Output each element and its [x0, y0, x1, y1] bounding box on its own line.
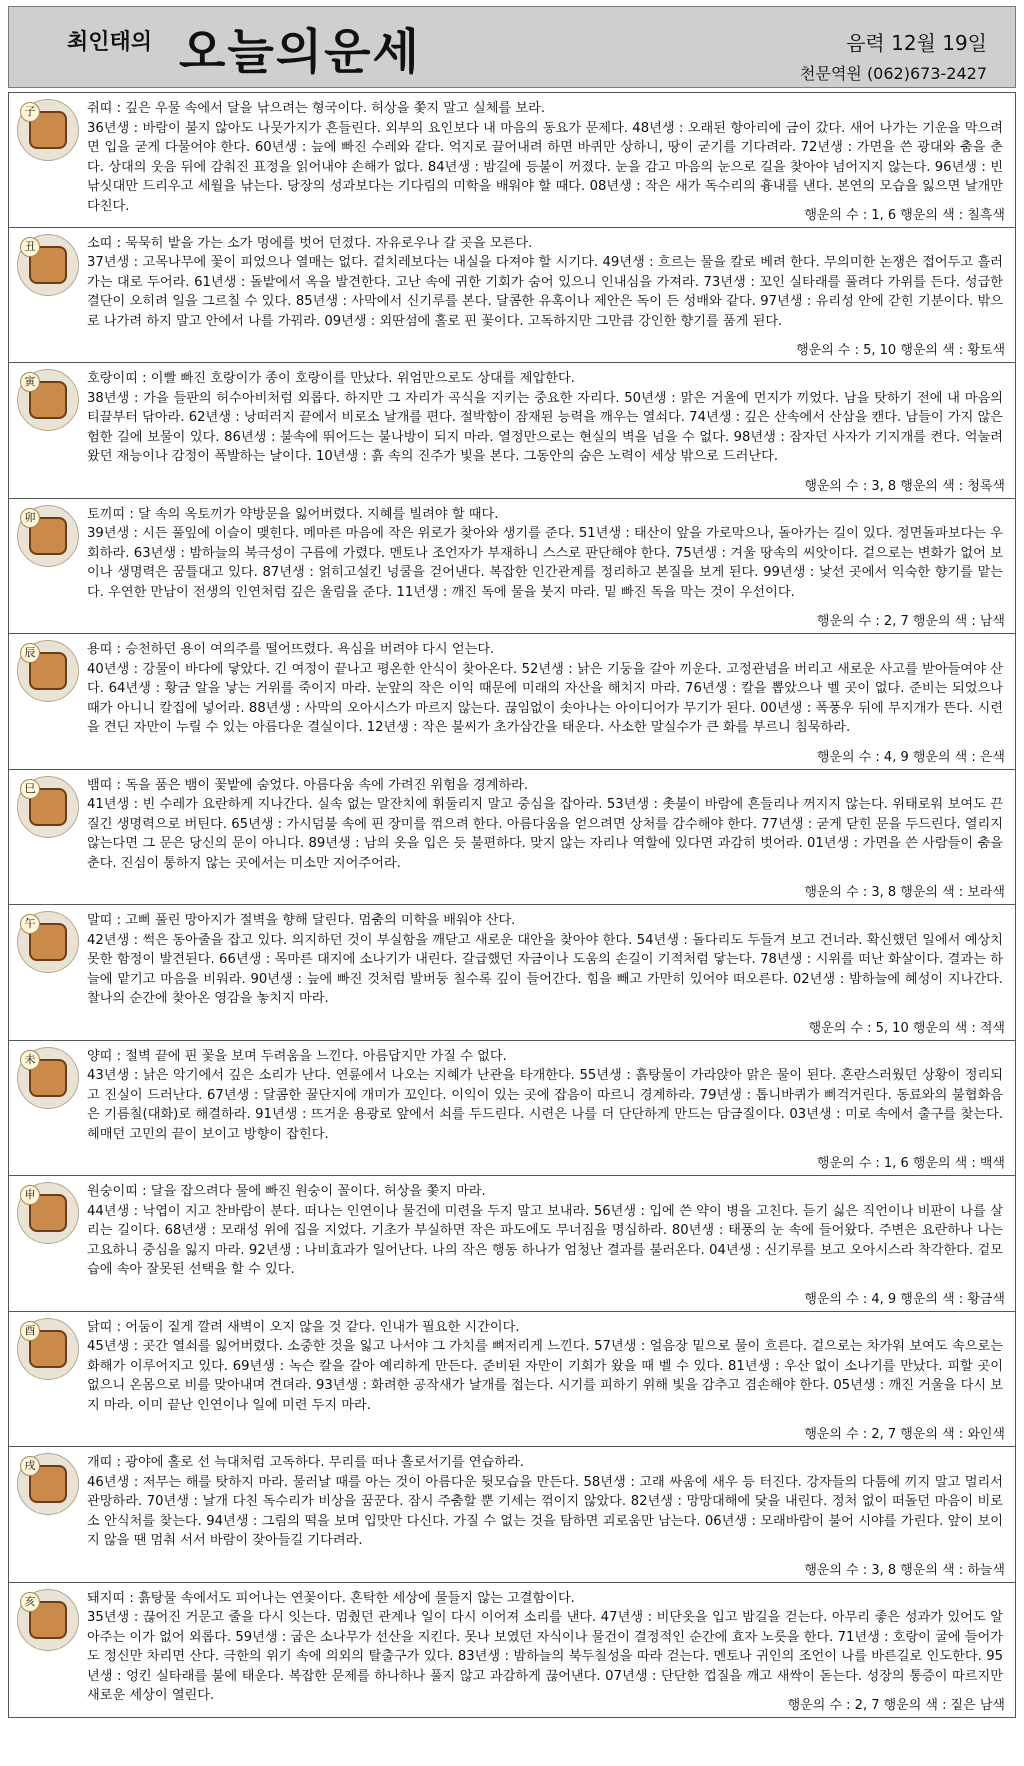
- fortune-body: 42년생 : 썩은 동아줄을 잡고 있다. 의지하던 것이 부실함을 깨닫고 새로운 대안을 찾아야 한다. 54년생 : 돌다리도 두들겨 보고 건너라. 확신했던 일에서 예상치 못한 함정이 발견된다. 66년생 : 목마른 대지에 소나기가 내린다. 갈급했던 자금이나 도움의 손길이 기적처럼 닿는다. 78년생 : 시위를 떠난 화살이다. 결과는 하늘에 맡기고 마음을 비워라. 90년생 : 늪에 빠진 것처럼 발버둥 칠수록 깊이 들어간다. 힘을 빼고 가만히 있어야 떠오른다. 02년생 : 밤하늘에 혜성이 지나간다. 찰나의 순간에 찾아온 영감을 놓치지 마라.: [87, 932, 1003, 1007]
- fortune-text: [87, 99, 1003, 217]
- author-name: 최인태의: [67, 29, 153, 55]
- zodiac-badge: 寅: [20, 372, 40, 392]
- fortune-row-tiger: [8, 363, 1016, 499]
- fortune-body: 43년생 : 낡은 악기에서 깊은 소리가 난다. 연륜에서 나오는 지혜가 난관을 타개한다. 55년생 : 흙탕물이 가라앉아 맑은 물이 된다. 혼란스러웠던 상황이 정리되고 진실이 드러난다. 67년생 : 달콤한 꿀단지에 개미가 꼬인다. 이익이 있는 곳에 잡음이 따르니 경계하라. 79년생 : 톱니바퀴가 삐걱거린다. 동료와의 불협화음은 기름칠(대화)로 해결하라. 91년생 : 뜨거운 용광로 앞에서 쇠를 두드린다. 시련은 나를 더 단단하게 만드는 담금질이다. 03년생 : 미로 속에서 출구를 찾는다. 헤매던 고민의 끝이 보이고 방향이 잡힌다.: [87, 1068, 1003, 1142]
- snake-icon: [17, 776, 79, 838]
- fortune-body: 38년생 : 가을 들판의 허수아비처럼 외롭다. 하지만 그 자리가 곡식을 지키는 중요한 자리다. 50년생 : 맑은 거울에 먼지가 끼었다. 남을 탓하기 전에 내 마음의 티끌부터 닦아라. 62년생 : 낭떠러지 끝에서 비로소 날개를 편다. 절박함이 잠재된 능력을 깨우는 열쇠다. 74년생 : 깊은 산속에서 산삼을 캔다. 남들이 가지 않은 험한 길에 보물이 있다. 86년생 : 불속에 뛰어드는 불나방이 되지 마라. 열정만으로는 현실의 벽을 넘을 수 없다. 98년생 : 잠자던 사자가 기지개를 켠다. 억눌려왔던 재능이나 감정이 폭발하는 날이다. 10년생 : 흙 속의 진주가 빛을 본다. 그동안의 숨은 노력이 세상 밖으로 드러난다.: [87, 390, 1003, 465]
- lucky-info: 행운의 수 : 5, 10 행운의 색 : 황토색: [796, 343, 1005, 358]
- fortune-body: 37년생 : 고목나무에 꽃이 피었으나 열매는 없다. 겉치레보다는 내실을 다져야 할 시기다. 49년생 : 흐르는 물을 칼로 베려 한다. 무의미한 논쟁은 접어두고 흘러가는 대로 두어라. 61년생 : 돌밭에서 옥을 발견한다. 고난 속에 귀한 기회가 숨어 있으니 인내심을 가져라. 73년생 : 꼬인 실타래를 풀려다 가위를 든다. 성급한 결단이 오히려 일을 그르칠 수 있다. 85년생 : 사막에서 신기루를 본다. 달콤한 유혹이나 제안은 독이 든 성배와 같다. 97년생 : 유리성 안에 갇힌 기분이다. 밖으로 나가려 하지 말고 안에서 나를 가꿔라. 09년생 : 외딴섬에 홀로 핀 꽃이다. 고독하지만 그만큼 강인한 향기를 품게 된다.: [87, 255, 1003, 329]
- lucky-info: 행운의 수 : 1, 6 행운의 색 : 백색: [816, 1156, 1005, 1171]
- fortune-row-rat: [8, 92, 1016, 228]
- fortune-row-sheep: [8, 1041, 1016, 1177]
- fortune-body: 36년생 : 바람이 불지 않아도 나뭇가지가 흔들린다. 외부의 요인보다 내 마음의 동요가 문제다. 48년생 : 오래된 항아리에 금이 갔다. 새어 나가는 기운을 막으려면 입을 굳게 다물어야 한다. 60년생 : 늪에 빠진 수레와 같다. 억지로 끌어내려 하면 바퀴만 상하니, 땅이 굳기를 기다려라. 72년생 : 가면을 쓴 광대와 춤을 춘다. 상대의 웃음 뒤에 감춰진 표정을 읽어내야 손해가 없다. 84년생 : 밤길에 등불이 꺼졌다. 눈을 감고 마음의 눈으로 길을 찾아야 넘어지지 않는다. 96년생 : 빈 낚싯대만 드리우고 세월을 낚는다. 당장의 성과보다는 기다림의 미학을 배워야 할 때다. 08년생 : 작은 새가 독수리의 흉내를 낸다. 본연의 모습을 잃으면 날개만 다친다.: [87, 120, 1003, 214]
- lunar-date: 음력 12월 19일: [846, 31, 987, 55]
- horse-icon: [17, 911, 79, 973]
- zodiac-badge: 子: [20, 102, 40, 122]
- zodiac-badge: 丑: [20, 237, 40, 257]
- zodiac-badge: 申: [20, 1185, 40, 1205]
- fortune-headline: 닭띠 : 어둠이 짙게 깔려 새벽이 오지 않을 것 같다. 인내가 필요한 시간이다.: [87, 1319, 520, 1335]
- fortune-list: [8, 92, 1016, 1718]
- fortune-headline: 뱀띠 : 독을 품은 뱀이 꽃밭에 숨었다. 아름다움 속에 가려진 위험을 경계하라.: [87, 777, 529, 793]
- lucky-info: 행운의 수 : 2, 7 행운의 색 : 짙은 남색: [787, 1698, 1005, 1713]
- fortune-body: 39년생 : 시든 풀잎에 이슬이 맺힌다. 메마른 마음에 작은 위로가 찾아와 생기를 준다. 51년생 : 태산이 앞을 가로막으나, 돌아가는 길이 있다. 정면돌파보다는 우회하라. 63년생 : 밤하늘의 북극성이 구름에 가렸다. 멘토나 조언자가 부재하니 스스로 판단해야 한다. 75년생 : 겨울 땅속의 씨앗이다. 겉으로는 변화가 없어 보이나 생명력은 꿈틀대고 있다. 87년생 : 얽히고설킨 넝쿨을 걷어낸다. 복잡한 인간관계를 정리하고 본질을 보게 된다. 99년생 : 낯선 곳에서 익숙한 향기를 맡는다. 우연한 만남이 전생의 인연처럼 깊은 울림을 준다. 11년생 : 깨진 독에 물을 붓지 마라. 밑 빠진 독을 막는 것이 우선이다.: [87, 526, 1003, 600]
- lucky-info: 행운의 수 : 2, 7 행운의 색 : 와인색: [804, 1427, 1005, 1442]
- zodiac-badge: 未: [20, 1050, 40, 1070]
- fortune-row-horse: [8, 905, 1016, 1041]
- fortune-body: 40년생 : 강물이 바다에 닿았다. 긴 여정이 끝나고 평온한 안식이 찾아온다. 52년생 : 낡은 기둥을 갈아 끼운다. 고정관념을 버리고 새로운 사고를 받아들여야 산다. 64년생 : 황금 알을 낳는 거위를 죽이지 마라. 눈앞의 작은 이익 때문에 미래의 자산을 해치지 마라. 76년생 : 칼을 뽑았으나 벨 곳이 없다. 준비는 되었으나 때가 아니니 칼집에 넣어라. 88년생 : 사막의 오아시스가 마르지 않는다. 끊임없이 솟아나는 아이디어가 무기가 된다. 00년생 : 폭풍우 뒤에 무지개가 뜬다. 시련을 견딘 자만이 누릴 수 있는 아름다운 결실이다. 12년생 : 작은 불씨가 초가삼간을 태운다. 사소한 말실수가 큰 화를 부르니 침묵하라.: [87, 661, 1003, 736]
- zodiac-badge: 戌: [20, 1456, 40, 1476]
- zodiac-badge: 酉: [20, 1321, 40, 1341]
- page-title: 오늘의운세: [179, 24, 421, 80]
- fortune-row-pig: [8, 1583, 1016, 1719]
- fortune-text: [87, 776, 1003, 874]
- fortune-headline: 원숭이띠 : 달을 잡으려다 물에 빠진 원숭이 꼴이다. 허상을 쫓지 마라.: [87, 1184, 486, 1199]
- fortune-headline: 돼지띠 : 흙탕물 속에서도 피어나는 연꽃이다. 혼탁한 세상에 물들지 않는 고결함이다.: [87, 1590, 575, 1606]
- fortune-row-monkey: [8, 1176, 1016, 1312]
- fortune-headline: 쥐띠 : 깊은 우물 속에서 달을 낚으려는 형국이다. 허상을 쫓지 말고 실체를 보라.: [87, 101, 546, 116]
- fortune-text: [87, 1453, 1003, 1551]
- fortune-headline: 양띠 : 절벽 끝에 핀 꽃을 보며 두려움을 느낀다. 아름답지만 가질 수 없다.: [87, 1048, 507, 1064]
- lucky-info: 행운의 수 : 4, 9 행운의 색 : 은색: [816, 749, 1005, 765]
- tiger-icon: [17, 369, 79, 431]
- fortune-text: [87, 1182, 1003, 1280]
- fortune-text: [87, 234, 1003, 332]
- rabbit-icon: [17, 505, 79, 567]
- fortune-text: [87, 369, 1003, 467]
- monkey-icon: [17, 1182, 79, 1244]
- fortune-row-rabbit: [8, 499, 1016, 635]
- contact-info: 천문역원 (062)673-2427: [800, 64, 987, 83]
- sheep-icon: [17, 1047, 79, 1109]
- lucky-info: 행운의 수 : 4, 9 행운의 색 : 황금색: [804, 1291, 1005, 1307]
- fortune-row-ox: [8, 228, 1016, 364]
- fortune-text: [87, 1047, 1003, 1145]
- fortune-text: [87, 1589, 1003, 1707]
- lucky-info: 행운의 수 : 1, 6 행운의 색 : 칠흑색: [804, 207, 1005, 223]
- zodiac-badge: 巳: [20, 779, 40, 799]
- header-banner: [8, 6, 1016, 88]
- fortune-text: [87, 1318, 1003, 1416]
- lucky-info: 행운의 수 : 2, 7 행운의 색 : 남색: [816, 614, 1005, 629]
- rooster-icon: [17, 1318, 79, 1380]
- zodiac-badge: 亥: [20, 1592, 40, 1612]
- fortune-text: [87, 640, 1003, 738]
- zodiac-badge: 卯: [20, 508, 40, 528]
- fortune-body: 41년생 : 빈 수레가 요란하게 지나간다. 실속 없는 말잔치에 휘둘리지 말고 중심을 잡아라. 53년생 : 촛불이 바람에 흔들리나 꺼지지 않는다. 위태로워 보여도 끈질긴 생명력으로 버틴다. 65년생 : 가시덤불 속에 핀 장미를 꺾으려 한다. 아름다움을 얻으려면 상처를 감수해야 한다. 77년생 : 굳게 닫힌 문을 두드린다. 열리지 않는다면 그 문은 당신의 문이 아니다. 89년생 : 남의 옷을 입은 듯 불편하다. 맞지 않는 자리나 역할에 있다면 과감히 벗어라. 01년생 : 가면을 쓴 사람들이 춤을 춘다. 진심이 통하지 않는 곳에서는 미소만 지어주어라.: [87, 797, 1003, 871]
- dragon-icon: [17, 640, 79, 702]
- zodiac-badge: 午: [20, 914, 40, 934]
- rat-icon: [17, 99, 79, 161]
- fortune-text: [87, 911, 1003, 1009]
- fortune-body: 46년생 : 저무는 해를 탓하지 마라. 물러날 때를 아는 것이 아름다운 뒷모습을 만든다. 58년생 : 고래 싸움에 새우 등 터진다. 강자들의 다툼에 끼지 말고 멀리서 관망하라. 70년생 : 날개 다친 독수리가 비상을 꿈꾼다. 잠시 주춤할 뿐 기세는 꺾이지 않았다. 82년생 : 망망대해에 닻을 내린다. 정처 없이 떠돌던 마음이 비로소 안식처를 찾는다. 94년생 : 그림의 떡을 보며 입맛만 다신다. 가질 수 없는 것을 탐하면 괴로움만 남는다. 06년생 : 모래바람이 불어 시야를 가린다. 앞이 보이지 않을 땐 멈춰 서서 바람이 잦아들길 기다려라.: [87, 1474, 1003, 1549]
- dog-icon: [17, 1453, 79, 1515]
- fortune-headline: 토끼띠 : 달 속의 옥토끼가 약방문을 잃어버렸다. 지혜를 빌려야 할 때다.: [87, 506, 499, 522]
- fortune-row-dragon: [8, 634, 1016, 770]
- fortune-headline: 말띠 : 고삐 풀린 망아지가 절벽을 향해 달린다. 멈춤의 미학을 배워야 산다.: [87, 913, 516, 928]
- fortune-headline: 호랑이띠 : 이빨 빠진 호랑이가 종이 호랑이를 만났다. 위엄만으로도 상대를 제압한다.: [87, 371, 575, 386]
- ox-icon: [17, 234, 79, 296]
- lucky-info: 행운의 수 : 5, 10 행운의 색 : 적색: [808, 1020, 1005, 1036]
- zodiac-badge: 辰: [20, 643, 40, 663]
- lucky-info: 행운의 수 : 3, 8 행운의 색 : 보라색: [804, 885, 1005, 900]
- fortune-headline: 소띠 : 묵묵히 밭을 가는 소가 멍에를 벗어 던졌다. 자유로우나 갈 곳을 모른다.: [87, 235, 533, 251]
- fortune-text: [87, 505, 1003, 603]
- lucky-info: 행운의 수 : 3, 8 행운의 색 : 하늘색: [804, 1562, 1005, 1578]
- fortune-row-dog: [8, 1447, 1016, 1583]
- lucky-info: 행운의 수 : 3, 8 행운의 색 : 청록색: [804, 478, 1005, 494]
- fortune-headline: 개띠 : 광야에 홀로 선 늑대처럼 고독하다. 무리를 떠나 홀로서기를 연습하라.: [87, 1455, 524, 1470]
- fortune-row-rooster: [8, 1312, 1016, 1448]
- fortune-row-snake: [8, 770, 1016, 906]
- fortune-body: 35년생 : 끊어진 거문고 줄을 다시 잇는다. 멈췄던 관계나 일이 다시 이어져 소리를 낸다. 47년생 : 비단옷을 입고 밤길을 걷는다. 아무리 좋은 성과가 있어도 알아주는 이가 없어 외롭다. 59년생 : 굽은 소나무가 선산을 지킨다. 못나 보였던 자식이나 물건이 결정적인 순간에 효자 노릇을 한다. 71년생 : 호랑이 굴에 들어가도 정신만 차리면 산다. 극한의 위기 속에 의외의 탈출구가 있다. 83년생 : 밤하늘의 북두칠성을 따라 걷는다. 멘토나 귀인의 조언이 나를 바른길로 인도한다. 95년생 : 엉킨 실타래를 불에 태운다. 복잡한 문제를 하나하나 풀지 않고 과감하게 끊어낸다. 07년생 : 단단한 껍질을 깨고 새싹이 돋는다. 성장의 통증이 따르지만 새로운 세상이 열린다.: [87, 1610, 1003, 1704]
- fortune-body: 45년생 : 곳간 열쇠를 잃어버렸다. 소중한 것을 잃고 나서야 그 가치를 뼈저리게 느낀다. 57년생 : 얼음장 밑으로 물이 흐른다. 겉으로는 차가워 보여도 속으로는 화해가 이루어지고 있다. 69년생 : 녹슨 칼을 갈아 예리하게 만든다. 준비된 자만이 기회가 왔을 때 벨 수 있다. 81년생 : 우산 없이 소나기를 만났다. 피할 곳이 없으니 온몸으로 비를 맞아내며 견뎌라. 93년생 : 화려한 공작새가 날개를 접는다. 시기를 피하기 위해 빛을 감추고 겸손해야 한다. 05년생 : 깨진 거울을 다시 보지 마라. 이미 끝난 인연이나 일에 미련 두지 마라.: [87, 1339, 1003, 1413]
- pig-icon: [17, 1589, 79, 1651]
- fortune-body: 44년생 : 낙엽이 지고 찬바람이 분다. 떠나는 인연이나 물건에 미련을 두지 말고 보내라. 56년생 : 입에 쓴 약이 병을 고친다. 듣기 싫은 직언이나 비판이 나를 살리는 길이다. 68년생 : 모래성 위에 집을 지었다. 기초가 부실하면 작은 파도에도 무너짐을 명심하라. 80년생 : 태풍의 눈 속에 들어왔다. 주변은 요란하나 나는 고요하니 중심을 잃지 마라. 92년생 : 나비효과가 일어난다. 나의 작은 행동 하나가 엄청난 결과를 불러온다. 04년생 : 신기루를 보고 오아시스라 착각한다. 겉모습에 속아 잘못된 선택을 할 수 있다.: [87, 1203, 1003, 1278]
- fortune-headline: 용띠 : 승천하던 용이 여의주를 떨어뜨렸다. 욕심을 버려야 다시 얻는다.: [87, 642, 495, 657]
